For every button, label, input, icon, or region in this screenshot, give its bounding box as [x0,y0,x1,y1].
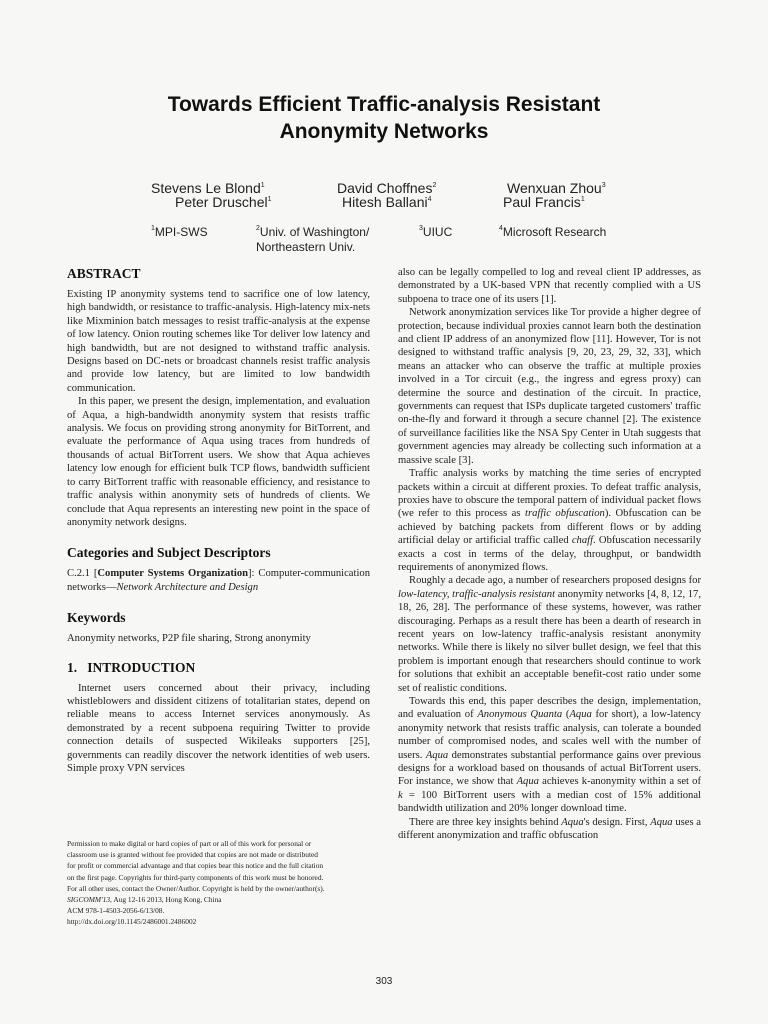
categories-text: C.2.1 [Computer Systems Organization]: Computer-communication networks—Network Architecture and Design [67,568,370,593]
permission-line: for profit or commercial advantage and that copies bear this notice and the full citation [67,861,324,871]
doi-link[interactable]: http://dx.doi.org/10.1145/2486001.2486002 [67,917,197,927]
title-line-1: Towards Efficient Traffic-analysis Resistant [167,93,601,116]
introduction-heading: 1. INTRODUCTION [67,659,196,675]
keywords-heading: Keywords [67,610,126,626]
introduction-paragraph-1: Internet users concerned about their privacy, including whistleblowers and dissident citizens of totalitarian states, depend on reliable means to access Internet services anonymously. As demonstrated by a recent subpoena requiring Twitter to provide connection details of suspected Wikileaks supporters [25], governments can readily discover the network identities of web users. Simple proxy VPN services [67,682,370,774]
permission-line: For all other uses, contact the Owner/Author. Copyright is held by the owner/author(s). [67,883,325,893]
categories-heading: Categories and Subject Descriptors [67,545,271,561]
left-column [67,266,370,775]
author-ballani: Hitesh Ballani$^4$ [342,194,432,210]
right-paragraph-3: Traffic analysis works by matching the time series of encrypted packets within a circuit at different proxies. To defeat traffic analysis, proxies have to obscure the temporal pattern of individual packet flows (we refer to this process as traffic obfuscation). Obfuscation can be achieved by batching packets from different flows or by adding artificial delay or artificial traffic called chaff. Obfuscation necessarily exacts a cost in terms of the delay, throughput, or bandwidth requirements of anonymized flows. [398,468,702,573]
acm-isbn: ACM 978-1-4503-2056-6/13/08. [67,906,165,916]
right-column [398,266,701,842]
author-choffnes: David Choffnes$^2$ [337,180,437,196]
right-paragraph-2: Network anonymization services like Tor provide a higher degree of protection, because individual proxies cannot learn both the destination and client IP address of an anonymized flow [11]. However, Tor is not designed to withstand traffic analysis [9, 20, 23, 29, 32, 33], which means an attacker who can observe the traffic at multiple proxies involved in a Tor circuit (e.g., the ingress and egress proxy) can determine the source and destination of the circuit. In practice, governments can request that ISPs duplicate targeted customers' traffic on-the-fly and forward it through a secure channel [2]. The existence of surveillance facilities like the NSA Spy Center in Utah suggests that government agencies may already be collecting such information at a massive scale [3]. [398,307,701,466]
title-line-2: Anonymity Networks [279,120,489,143]
author-druschel: Peter Druschel$^1$ [175,194,272,210]
author-francis: Paul Francis$^1$ [503,194,585,210]
venue-line: SIGCOMM'13, Aug 12-16 2013, Hong Kong, China [67,895,222,905]
abstract-paragraph-1: Existing IP anonymity systems tend to sacrifice one of low latency, high bandwidth, or resistance to traffic-analysis. High-latency mix-nets like Mixminion batch messages to resist traffic-analysis at the expense of low latency. Onion routing schemes like Tor deliver low latency and high bandwidth, but are not designed to withstand traffic analysis. Designs based on DC-nets or broadcast channels resist traffic analysis and provide low latency, but are limited to low bandwidth communication. [67,289,370,394]
right-paragraph-6: There are three key insights behind Aqua's design. First, Aqua uses a different anonymization and traffic obfuscation [398,816,701,842]
affiliation-uw: $^2$Univ. of Washington/ Northeastern Univ. [256,225,370,254]
affiliation-microsoft: $^4$Microsoft Research [499,225,607,239]
right-paragraph-1: also can be legally compelled to log and reveal client IP addresses, as demonstrated by a UK-based VPN that recently complied with a US subpoena to trace one of its users [1]. [398,267,701,305]
affiliation-uiuc: $^3$UIUC [419,225,453,239]
paper-title [0,91,768,145]
permission-line: on the first page. Copyrights for third-party components of this work must be honored. [67,872,324,882]
right-paragraph-4: Roughly a decade ago, a number of researchers proposed designs for low-latency, traffic-analysis resistant anonymity networks [4, 8, 12, 17, 18, 26, 28]. The performance of these systems, however, was rather discouraging. Perhaps as a result there has been a dearth of research in recent years on low-latency traffic-analysis resistant anonymity networks. While there is likely no silver bullet design, we feel that this problem is important enough that researchers should continue to work for solutions that exhibit an acceptable benefit-cost ratio under some set of realistic conditions. [398,575,702,694]
abstract-paragraph-2: In this paper, we present the design, implementation, and evaluation of Aqua, a high-bandwidth anonymity system that resists traffic analysis. We focus on providing strong anonymity for BitTorrent, and evaluate the performance of Aqua using traces from hundreds of thousands of actual BitTorrent users. We show that Aqua achieves latency low enough for efficient bulk TCP flows, bandwidth sufficient to carry BitTorrent traffic with reasonable efficiency, and resistance to traffic analysis within anonymity sets of hundreds of clients. We conclude that Aqua represents an interesting new point in the space of anonymity network designs. [67,396,370,528]
author-le-blond: Stevens Le Blond$^1$ [151,180,265,196]
permission-line: Permission to make digital or hard copies of part or all of this work for personal or [67,839,312,848]
author-zhou: Wenxuan Zhou$^3$ [507,180,606,196]
permission-notice [67,838,370,928]
right-paragraph-5: Towards this end, this paper describes the design, implementation, and evaluation of Anonymous Quanta (Aqua for short), a low-latency anonymity network that resists traffic analysis, can tolerate a bounded number of compromised nodes, and scales well with the number of users. Aqua demonstrates substantial performance gains over previous designs for a workload based on thousands of actual BitTorrent users. For instance, we show that Aqua achieves k-anonymity within a set of k = 100 BitTorrent users with a median cost of 15% additional bandwidth utilization and 20% longer download time. [398,696,701,815]
abstract-heading: ABSTRACT [67,266,141,281]
page-number: 303 [375,976,393,987]
affiliation-mpi-sws: $^1$MPI-SWS [151,225,208,239]
keywords-text: Anonymity networks, P2P file sharing, Strong anonymity [67,633,311,645]
permission-line: classroom use is granted without fee provided that copies are not made or distributed [67,850,319,860]
